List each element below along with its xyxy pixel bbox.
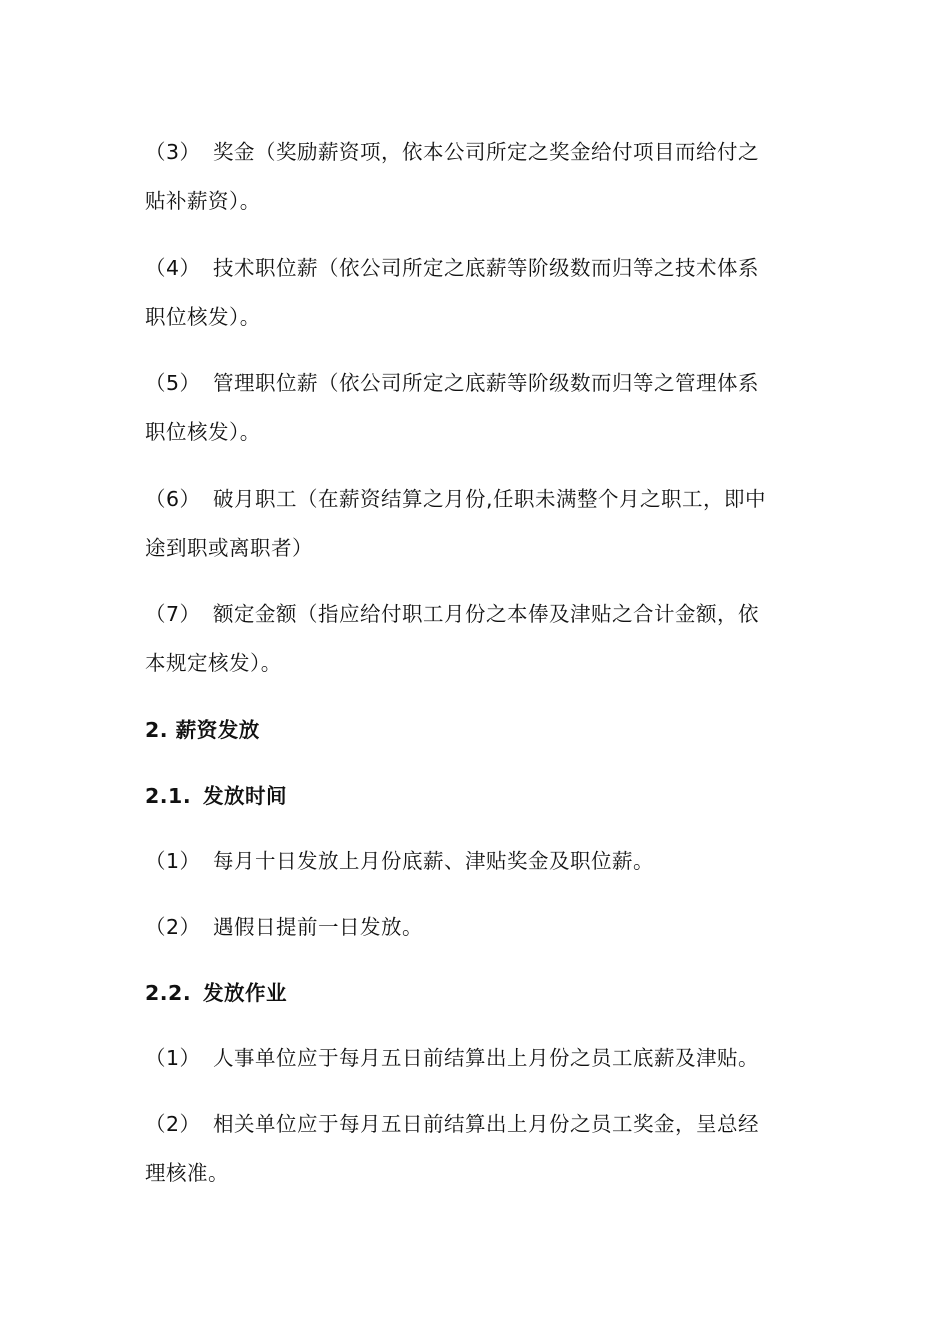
item-text-continuation: 职位核发）。 (145, 305, 261, 329)
section-number: 2.2. (145, 981, 192, 1005)
list-item-4 (145, 253, 825, 283)
item-text: 管理职位薪（依公司所定之底薪等阶级数而归等之管理体系 (213, 371, 759, 395)
item-number: （5） (145, 371, 201, 395)
item-text: 额定金额（指应给付职工月份之本俸及津贴之合计金额，依 (213, 602, 759, 626)
item-text-continuation: 理核准。 (145, 1161, 229, 1185)
item-text: 每月十日发放上月份底薪、津贴奖金及职位薪。 (213, 849, 654, 873)
list-item-3-continuation (145, 186, 825, 216)
list-item-2-1-2 (145, 912, 825, 942)
item-text-continuation: 职位核发）。 (145, 420, 261, 444)
item-number: （6） (145, 487, 201, 511)
list-item-7-continuation (145, 648, 825, 678)
item-number: （1） (145, 1046, 201, 1070)
item-text: 奖金（奖励薪资项，依本公司所定之奖金给付项目而给付之 (213, 140, 759, 164)
list-item-2-2-2-continuation (145, 1158, 825, 1188)
item-number: （7） (145, 602, 201, 626)
section-title: 发放时间 (203, 784, 287, 808)
item-text-continuation: 途到职或离职者） (145, 536, 313, 560)
section-heading-2-1 (145, 781, 825, 811)
item-text: 相关单位应于每月五日前结算出上月份之员工奖金，呈总经 (213, 1112, 759, 1136)
item-text: 人事单位应于每月五日前结算出上月份之员工底薪及津贴。 (213, 1046, 759, 1070)
item-number: （3） (145, 140, 201, 164)
item-text: 技术职位薪（依公司所定之底薪等阶级数而归等之技术体系 (213, 256, 759, 280)
item-number: （2） (145, 915, 201, 939)
item-text: 破月职工（在薪资结算之月份,任职未满整个月之职工，即中 (213, 487, 767, 511)
list-item-7 (145, 599, 825, 629)
item-number: （2） (145, 1112, 201, 1136)
section-title: 发放作业 (203, 981, 287, 1005)
section-number: 2.1. (145, 784, 192, 808)
list-item-3 (145, 137, 825, 167)
list-item-4-continuation (145, 302, 825, 332)
section-heading-2: 2. 薪资发放 (145, 718, 260, 742)
list-item-6 (145, 484, 825, 514)
list-item-5-continuation (145, 417, 825, 447)
list-item-5 (145, 368, 825, 398)
item-text-continuation: 本规定核发）。 (145, 651, 282, 675)
list-item-2-2-1 (145, 1043, 825, 1073)
item-number: （4） (145, 256, 201, 280)
list-item-2-2-2 (145, 1109, 825, 1139)
list-item-6-continuation (145, 533, 825, 563)
section-heading-2-2 (145, 978, 825, 1008)
item-text: 遇假日提前一日发放。 (213, 915, 423, 939)
item-text-continuation: 贴补薪资）。 (145, 189, 261, 213)
list-item-2-1-1 (145, 846, 825, 876)
item-number: （1） (145, 849, 201, 873)
